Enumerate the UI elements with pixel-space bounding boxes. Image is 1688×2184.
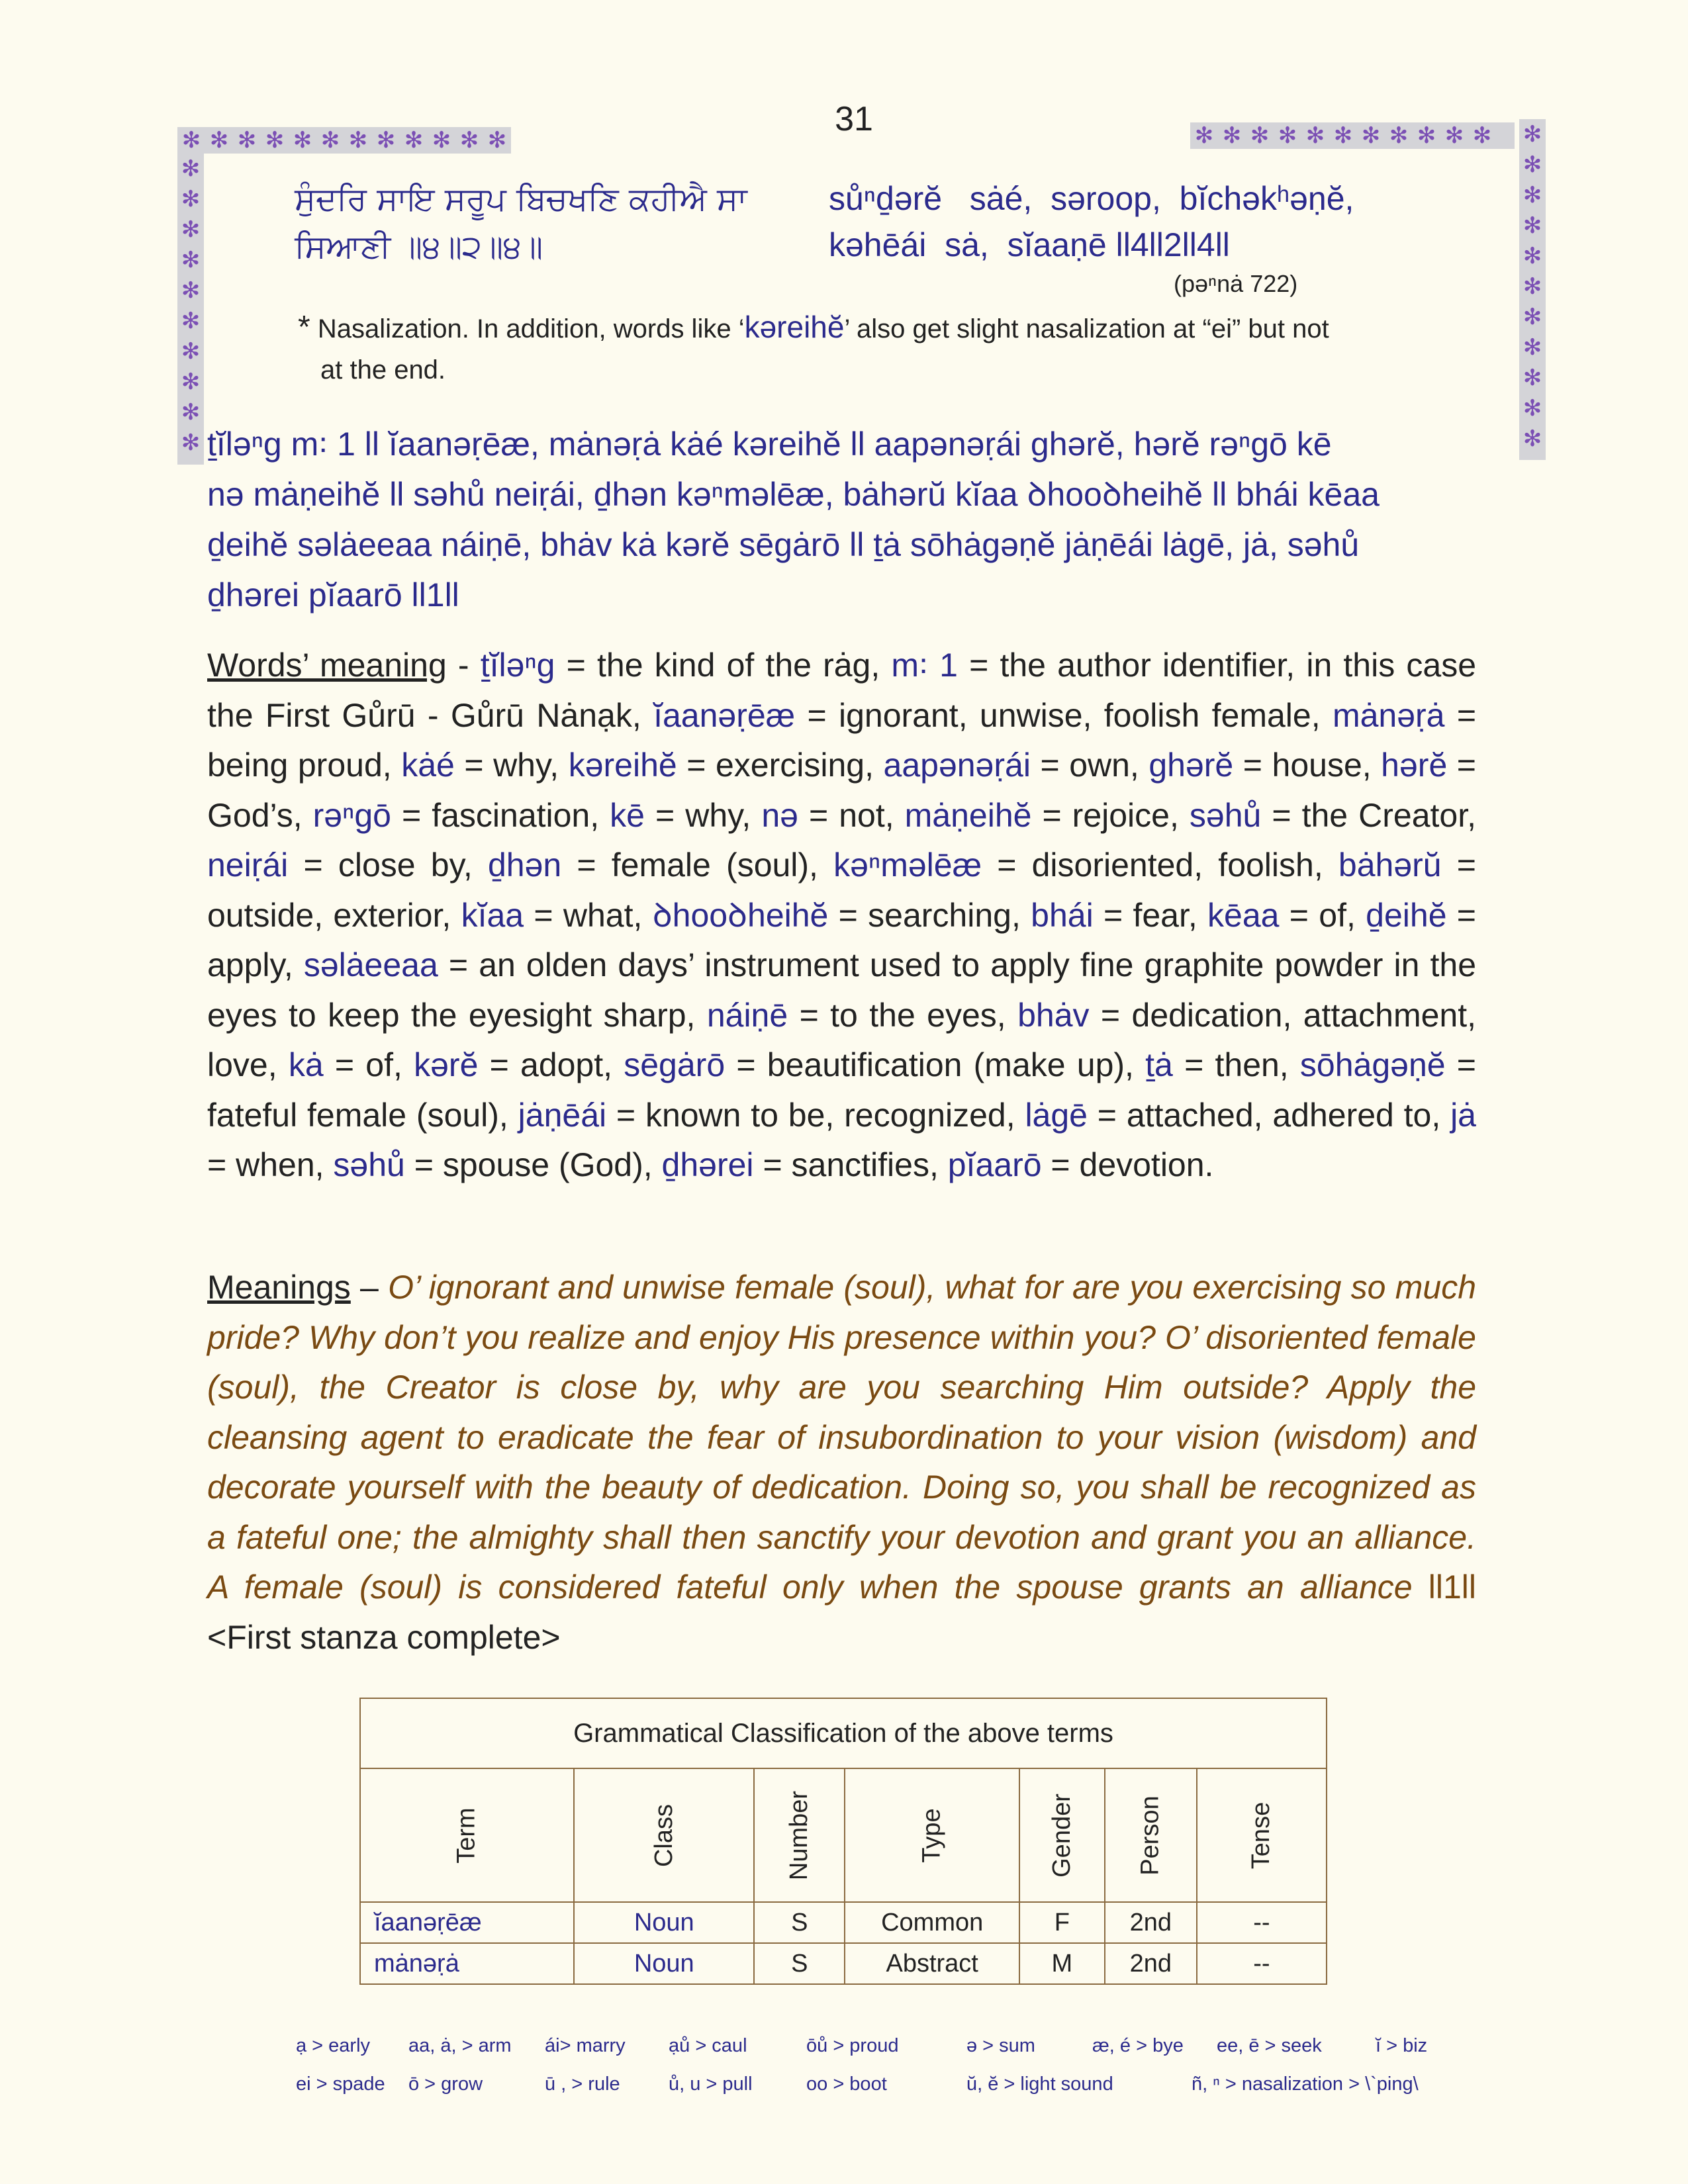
term-meaning: = the kind of the rȧg, [555,647,892,684]
flower-icon: ✻ [1523,183,1542,208]
term: neiṛái [207,846,289,884]
flower-icon: ✻ [265,128,285,153]
meanings [207,1263,1476,1662]
legend-item: ạů > caul [669,2035,747,2056]
term: kəⁿməlēæ [833,846,982,884]
header-gender: Gender [1019,1768,1105,1902]
term-meaning: = God’s, [207,747,1476,834]
page-number: 31 [835,100,873,138]
legend-item: ee, ē > seek [1217,2035,1322,2056]
cell-gender: F [1019,1902,1105,1943]
legend-item: aa, ȧ, > arm [408,2035,512,2056]
flower-icon: ✻ [181,369,201,394]
legend-item: ái> marry [545,2035,626,2056]
flower-icon: ✻ [1523,396,1542,421]
term-meaning: = female (soul), [561,846,834,884]
flower-icon: ✻ [1523,152,1542,177]
stanza-line-4: ḏhərei pĭaarō ll1ll [207,576,459,614]
stanza-line-3: ḏeihĕ səlȧeeaa náiṇē, bhȧv kȧ kərĕ sēgȧrō ll ṯȧ sōhȧgəṇĕ jȧṇēái lȧgē, jȧ, səhů [207,526,1360,563]
flower-icon: ✻ [1472,123,1492,148]
words-meaning [207,641,1476,1191]
flower-icon: ✻ [181,430,201,455]
term-meaning: = then, [1172,1046,1300,1083]
header-class: Class [574,1768,754,1902]
cell-gender: M [1019,1943,1105,1984]
term: ḏhən [487,846,562,884]
cell-term: ĭaanəṛēæ [360,1902,574,1943]
note-line-2: at the end. [320,355,446,385]
flower-icon: ✻ [1250,123,1270,148]
flower-icon: ✻ [181,187,201,212]
header-number: Number [754,1768,845,1902]
flower-icon: ✻ [1305,123,1325,148]
header-term: Term [360,1768,574,1902]
flower-icon: ✻ [487,128,507,153]
term: səlȧeeaa [303,946,438,983]
flower-icon: ✻ [1523,244,1542,269]
flower-icon: ✻ [1523,365,1542,390]
term: bhái [1031,896,1094,934]
term: náiṇē [706,996,788,1034]
term-meaning: = adopt, [478,1046,624,1083]
gurmukhi-line-1: ਸੁੰਦਰਿ ਸਾਇ ਸਰੂਪ ਬਿਚਖਣਿ ਕਹੀਐ ਸਾ [295,181,747,218]
term-meaning: = ignorant, unwise, foolish female, [795,696,1333,734]
term-meaning: = the author identifier, in this case the First Gůrū - Gůrū Nȧnạk, [207,647,1476,734]
flower-icon: ✻ [181,248,201,273]
term-meaning: = known to be, recognized, [606,1096,1025,1134]
term: jȧ [1450,1096,1476,1134]
left-border [177,154,204,465]
cell-class: Noun [574,1943,754,1984]
flower-icon: ✻ [1523,274,1542,299]
cell-number: S [754,1943,845,1984]
top-left-border [177,127,511,154]
legend-item: ə > sum [966,2035,1035,2056]
term-meaning: = rejoice, [1031,796,1190,834]
term: hərĕ [1381,747,1448,784]
note-star: * [298,310,310,345]
term-meaning: = dedication, attachment, love, [207,996,1477,1083]
flower-icon: ✻ [181,156,201,181]
note-text-a: Nasalization. In addition, words like ‘ [317,314,745,343]
term: ghərĕ [1149,747,1234,784]
term: ṯȧ [1145,1046,1173,1083]
cell-type: Common [845,1902,1019,1943]
term: ĭaanəṛēæ [653,696,796,734]
stanza-complete: <First stanza complete> [207,1618,561,1656]
term-meaning: = not, [798,796,905,834]
term: bhȧv [1017,996,1090,1034]
term-meaning: = of, [1279,896,1366,934]
cell-class: Noun [574,1902,754,1943]
flower-icon: ✻ [376,128,396,153]
stanza-transliteration [207,419,1478,620]
term: kərĕ [414,1046,479,1083]
term: sēgȧrō [624,1046,726,1083]
term-meaning: = house, [1233,747,1382,784]
term-meaning: = attached, adhered to, [1087,1096,1451,1134]
term-meaning: = of, [323,1046,414,1083]
term: kēaa [1207,896,1280,934]
flower-icon: ✻ [1194,123,1214,148]
stanza-line-1: ṯĭləⁿg m꞉ 1 ll ĭaanəṛēæ, mȧnəṛȧ kȧé kəreihĕ ll aapənəṛái ghərĕ, hərĕ rəⁿgō kē [207,426,1332,463]
header-tense: Tense [1197,1768,1327,1902]
term-meaning: = fateful female (soul), [207,1046,1476,1134]
note-term: kəreihĕ [744,310,845,344]
note-text-b: ’ also get slight nasalization at “ei” but not [844,314,1329,343]
cell-tense: -- [1197,1902,1327,1943]
term-meaning: = own, [1030,747,1149,784]
flower-icon: ✻ [320,128,340,153]
words-meaning-entries [207,647,1476,1183]
translit-line-2: kəhēái sȧ, sĭaaṇē ll4ll2ll4ll [829,226,1230,263]
term-meaning: = an olden days’ instrument used to apply fine graphite powder in the eyes to keep the eyesight sharp, [207,946,1477,1034]
grammar-table [359,1698,1327,1985]
legend-item: ạ > early [296,2035,371,2056]
translit-line-1: sůⁿḏərĕ sȧé, səroop, bĭchəkʰəṇĕ, [829,180,1354,217]
cell-person: 2nd [1105,1943,1197,1984]
term: səhů [1189,796,1262,834]
flower-icon: ✻ [1523,304,1542,330]
flower-icon: ✻ [459,128,479,153]
term: kȧé [401,747,455,784]
term-meaning: = disoriented, foolish, [982,846,1338,884]
term: lȧgē [1025,1096,1088,1134]
flower-icon: ✻ [181,278,201,303]
verse-transliteration [829,175,1425,268]
term-meaning: = why, [454,747,569,784]
words-meaning-dash: - [446,647,481,684]
verse-gurmukhi [295,175,758,271]
flower-icon: ✻ [181,217,201,242]
term: ꝺhooꝺheihĕ [652,896,829,934]
term-meaning: = searching, [828,896,1031,934]
term-meaning: = why, [644,796,762,834]
term-meaning: = outside, exterior, [207,846,1477,934]
flower-icon: ✻ [404,128,424,153]
right-border [1519,119,1546,460]
term: jȧṇēái [518,1096,607,1134]
flower-icon: ✻ [181,339,201,364]
meanings-dash: – [350,1269,389,1306]
term: sōhȧgəṇĕ [1299,1046,1446,1083]
flower-icon: ✻ [1523,122,1542,147]
term-meaning: = apply, [207,896,1477,983]
legend-item: ū , > rule [545,2073,620,2095]
flower-icon: ✻ [1389,123,1409,148]
nasalization-note [298,306,1456,390]
legend-item: ů, u > pull [669,2073,753,2095]
legend-item: ñ, ⁿ > nasalization > \`ping\ [1192,2073,1419,2095]
cell-number: S [754,1902,845,1943]
term: kĭaa [461,896,524,934]
table-row [360,1943,1327,1984]
term: aapənəṛái [883,747,1031,784]
term-meaning: = exercising, [677,747,884,784]
term: m꞉ 1 [891,647,958,684]
cell-type: Abstract [845,1943,1019,1984]
term: mȧṇeihĕ [904,796,1032,834]
term-meaning: = to the eyes, [788,996,1018,1034]
flower-icon: ✻ [237,128,257,153]
legend-item: ŭ, ĕ > light sound [966,2073,1113,2095]
flower-icon: ✻ [432,128,451,153]
legend-item: æ, é > bye [1092,2035,1184,2056]
flower-icon: ✻ [1523,213,1542,238]
legend-item: ei > spade [296,2073,385,2095]
table-title: Grammatical Classification of the above terms [360,1698,1327,1768]
legend-item: oo > boot [806,2073,887,2095]
flower-icon: ✻ [1361,123,1381,148]
top-right-border [1190,122,1515,149]
flower-icon: ✻ [1278,123,1297,148]
page-reference: (pəⁿnȧ 722) [1174,270,1298,297]
term-meaning: = when, [207,1146,334,1183]
term-meaning: = sanctifies, [753,1146,948,1183]
table-header-row [360,1768,1327,1902]
flower-icon: ✻ [181,308,201,334]
term: rəⁿgō [312,796,391,834]
cell-person: 2nd [1105,1902,1197,1943]
flower-icon: ✻ [1523,335,1542,360]
meanings-text: O’ ignorant and unwise female (soul), what for are you exercising so much pride? Why don’t you realize and enjoy His presence within you? O’ disoriented female (soul), the Creator is close by, why are you searching Him outside? Apply the cleansing agent to eradicate the fear of insubordination to your vision (wisdom) and decorate yourself with the beauty of dedication. Doing so, you shall be recognized as a fateful one; the almighty shall then sanctify your devotion and grant you an alliance. A female (soul) is considered fateful only when the spouse grants an alliance [207,1269,1476,1606]
legend-item: ĭ > biz [1376,2035,1428,2056]
term: səhů [333,1146,405,1183]
term: kē [610,796,645,834]
term: kȧ [288,1046,324,1083]
gurmukhi-line-2: ਸਿਆਣੀ ॥੪॥੨॥੪॥ [295,228,543,265]
legend-item: ōů > proud [806,2035,899,2056]
term: ḏhərei [661,1146,754,1183]
term-meaning: = devotion. [1041,1146,1214,1183]
flower-icon: ✻ [293,128,312,153]
term: nə [761,796,798,834]
flower-icon: ✻ [1417,123,1436,148]
term-meaning: = fascination, [391,796,610,834]
cell-tense: -- [1197,1943,1327,1984]
words-meaning-heading: Words’ meaning [207,647,447,684]
term-meaning: = what, [524,896,653,934]
term: mȧnəṛȧ [1332,696,1445,734]
header-type: Type [845,1768,1019,1902]
meanings-end-mark: ll1ll [1412,1569,1476,1606]
term-meaning: = beautification (make up), [725,1046,1146,1083]
term-meaning: = spouse (God), [404,1146,662,1183]
flower-icon: ✻ [1444,123,1464,148]
meanings-heading: Meanings [207,1269,351,1306]
flower-icon: ✻ [1523,426,1542,451]
term: ṯĭləⁿg [480,647,555,684]
term: pĭaarō [947,1146,1042,1183]
term-meaning: = the Creator, [1261,796,1476,834]
term-meaning: = fear, [1093,896,1208,934]
flower-icon: ✻ [181,400,201,425]
header-person: Person [1105,1768,1197,1902]
term-meaning: = close by, [288,846,488,884]
flower-icon: ✻ [1222,123,1242,148]
cell-term: mȧnəṛȧ [360,1943,574,1984]
term: kəreihĕ [568,747,677,784]
table-row [360,1902,1327,1943]
stanza-line-2: nə mȧṇeihĕ ll səhů neiṛái, ḏhən kəⁿməlēæ, bȧhərŭ kĭaa ꝺhooꝺheihĕ ll bhái kēaa [207,476,1380,513]
legend-item: ō > grow [408,2073,483,2095]
flower-icon: ✻ [209,128,229,153]
flower-icon: ✻ [1333,123,1353,148]
term-meaning: = being proud, [207,696,1477,784]
term: ḏeihĕ [1366,896,1447,934]
flower-icon: ✻ [348,128,368,153]
term: bȧhərŭ [1338,846,1442,884]
flower-icon: ✻ [181,128,201,153]
